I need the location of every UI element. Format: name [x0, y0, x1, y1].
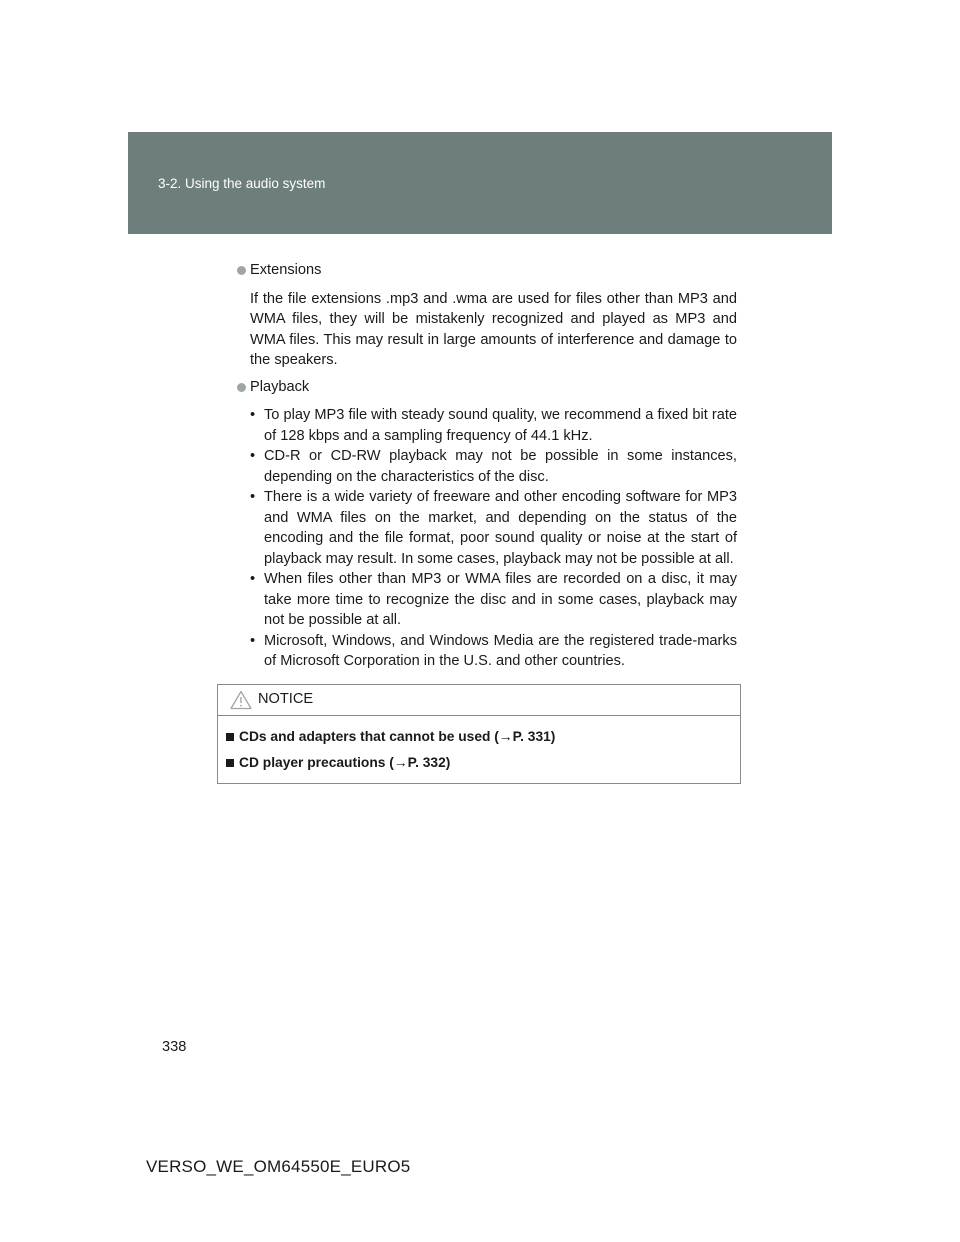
playback-heading-text: Playback — [250, 378, 310, 395]
list-item-text: When files other than MP3 or WMA files are recorded on a disc, it may take more time to recognize the disc and in some cases, playback may not be possible at all. — [264, 571, 737, 628]
circle-bullet-icon — [237, 266, 246, 275]
square-bullet-icon — [226, 759, 234, 767]
notice-box — [217, 684, 741, 784]
bullet-glyph: • — [250, 448, 256, 464]
list-item — [250, 631, 737, 672]
bullet-glyph: • — [250, 489, 256, 505]
list-item — [250, 446, 737, 487]
notice-title: NOTICE — [258, 691, 314, 707]
list-item-text: CD-R or CD-RW playback may not be possible in some instances, depending on the characteristics of the disc. — [264, 448, 737, 485]
bullet-glyph: • — [250, 632, 256, 649]
warning-triangle-icon — [230, 690, 252, 710]
section-title: 3-2. Using the audio system — [158, 176, 326, 191]
playback-list — [250, 405, 737, 672]
notice-item-text: CDs and adapters that cannot be used (→P. 331) — [239, 729, 556, 744]
playback-heading — [237, 377, 737, 398]
document-code: VERSO_WE_OM64550E_EURO5 — [146, 1157, 411, 1176]
list-item-text: Microsoft, Windows, and Windows Media are the registered trade-marks of Microsoft Corporation in the U.S. and other countries. — [264, 632, 737, 669]
list-item-text: There is a wide variety of freeware and other encoding software for MP3 and WMA files on the market, and depending on the status of the encoding and the file format, poor sound quality or noise at the start of playback may result. In some cases, playback may not be possible at all. — [264, 489, 737, 567]
bullet-glyph: • — [250, 571, 256, 587]
extensions-heading — [237, 260, 737, 281]
bullet-glyph: • — [250, 407, 256, 423]
list-item-text: To play MP3 file with steady sound quality, we recommend a fixed bit rate of 128 kbps and a sampling frequency of 44.1 kHz. — [264, 407, 737, 444]
notice-header — [218, 685, 740, 716]
notice-item — [224, 753, 740, 773]
header-band — [128, 132, 832, 234]
extensions-heading-text: Extensions — [250, 262, 322, 278]
circle-bullet-icon — [237, 383, 246, 392]
main-content — [237, 260, 737, 672]
list-item — [250, 569, 737, 631]
square-bullet-icon — [226, 733, 234, 741]
notice-item — [224, 727, 740, 747]
list-item — [250, 405, 737, 446]
page-number: 338 — [162, 1039, 187, 1055]
list-item — [250, 487, 737, 569]
extensions-paragraph: If the file extensions .mp3 and .wma are used for files other than MP3 and WMA files, they will be mistakenly recognized and played as MP3 and WMA files. This may result in large amounts of interference and damage to the speakers. — [250, 290, 737, 368]
notice-item-text: CD player precautions (→P. 332) — [239, 755, 451, 770]
notice-body — [218, 716, 740, 773]
